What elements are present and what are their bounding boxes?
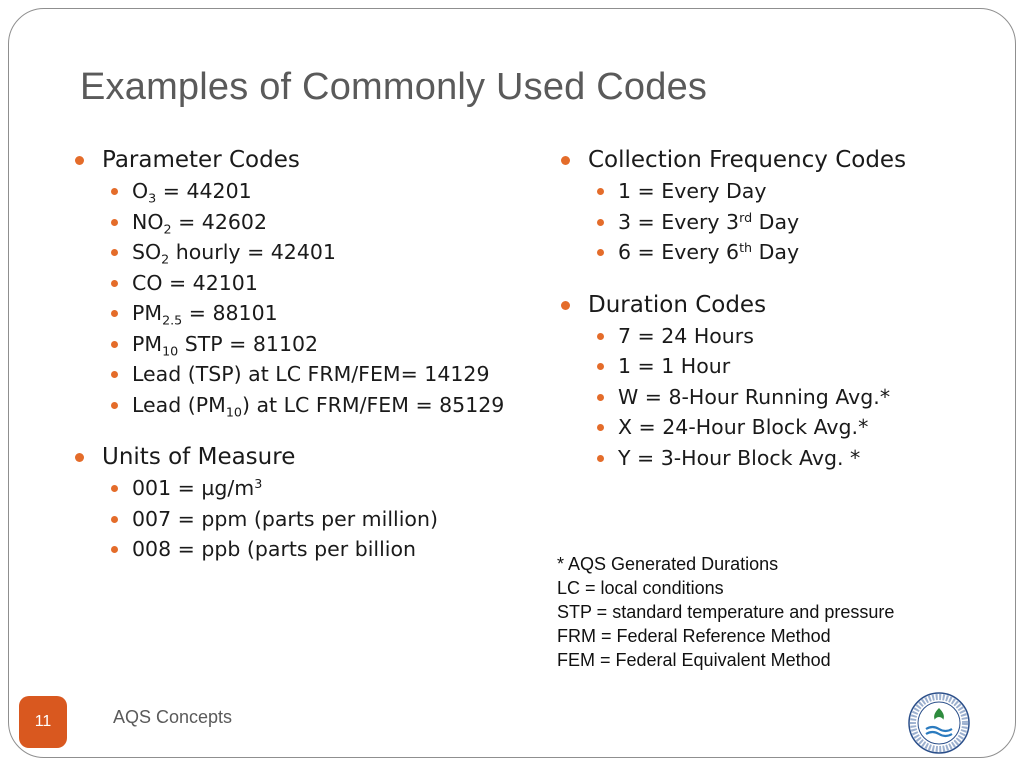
footnote-line: * AQS Generated Durations <box>557 554 779 574</box>
duration-item: 7 = 24 Hours <box>558 321 998 352</box>
parameter-code-item: $SO_2$ hourly = 42401 <box>72 237 552 268</box>
parameter-codes-heading: Parameter Codes <box>72 144 552 176</box>
footnotes <box>557 552 894 672</box>
collection-frequency-heading: Collection Frequency Codes <box>558 144 998 176</box>
footnote-line: LC = local conditions <box>557 578 724 598</box>
duration-item: Y = 3-Hour Block Avg. * <box>558 443 998 474</box>
units-of-measure-heading: Units of Measure <box>72 441 552 473</box>
duration-item: 1 = 1 Hour <box>558 351 998 382</box>
page-number-badge: 11 <box>19 696 67 748</box>
frequency-item: 6 = Every 6th Day <box>558 237 998 268</box>
parameter-code-item: Lead $(PM_{10})$ at LC FRM/FEM = 85129 <box>72 390 552 421</box>
duration-item: X = 24-Hour Block Avg.* <box>558 412 998 443</box>
unit-item: 008 = ppb (parts per billion <box>72 534 552 565</box>
right-column <box>558 144 998 473</box>
duration-codes-heading: Duration Codes <box>558 289 998 321</box>
unit-item: $001 = \mu g/m^3$ <box>72 473 552 504</box>
frequency-item: 1 = Every Day <box>558 176 998 207</box>
parameter-code-item: Lead (TSP) at LC FRM/FEM= 14129 <box>72 359 552 390</box>
duration-codes-list <box>558 289 998 474</box>
footnote-line: FEM = Federal Equivalent Method <box>557 650 831 670</box>
footnote-line: STP = standard temperature and pressure <box>557 602 895 622</box>
parameter-code-item: CO = 42101 <box>72 268 552 299</box>
units-of-measure-list <box>72 441 552 565</box>
parameter-code-item: $PM_{2.5} = 88101$ <box>72 298 552 329</box>
parameter-code-item: $NO_2 = 42602$ <box>72 207 552 238</box>
section-gap <box>72 420 552 441</box>
unit-item: 007 = ppm (parts per million) <box>72 504 552 535</box>
parameter-codes-list <box>72 144 552 420</box>
section-gap <box>558 268 998 289</box>
parameter-code-item: $PM_{10}$ STP = 81102 <box>72 329 552 360</box>
footnote-line: FRM = Federal Reference Method <box>557 626 831 646</box>
parameter-code-item: $O_3 = 44201$ <box>72 176 552 207</box>
footer-label: AQS Concepts <box>113 707 233 727</box>
slide-title: Examples of Commonly Used Codes <box>80 66 708 108</box>
left-column <box>72 144 552 565</box>
duration-item: W = 8-Hour Running Avg.* <box>558 382 998 413</box>
frequency-item: 3 = Every 3rd Day <box>558 207 998 238</box>
epa-seal-icon <box>908 692 970 754</box>
collection-frequency-list <box>558 144 998 268</box>
